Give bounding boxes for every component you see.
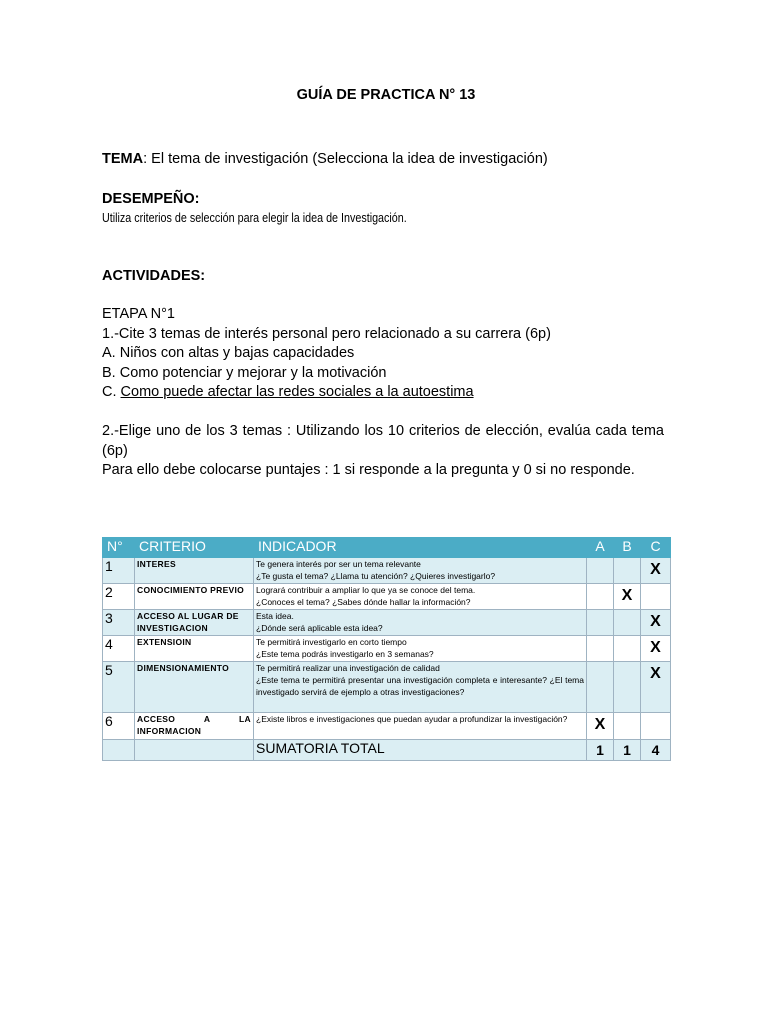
question-1: 1.-Cite 3 temas de interés personal pero relacionado a su carrera (6p) — [102, 325, 551, 342]
row-criterio: EXTENSIOIN — [135, 636, 254, 662]
row-criterio: DIMENSIONAMIENTO — [135, 662, 254, 713]
etapa-title: ETAPA N°1 — [102, 306, 175, 322]
row-criterio: INTERES — [135, 558, 254, 584]
tema-line — [102, 151, 548, 167]
table-row — [103, 584, 671, 610]
row-mark-a — [587, 584, 614, 610]
total-label: SUMATORIA TOTAL — [254, 740, 587, 761]
total-c: 4 — [641, 740, 671, 761]
header-a: A — [587, 538, 614, 558]
actividades-heading: ACTIVIDADES: — [102, 268, 206, 284]
table-row — [103, 610, 671, 636]
row-mark-b — [614, 636, 641, 662]
row-num: 1 — [103, 558, 135, 584]
table-header-row — [103, 538, 671, 558]
desempeno-text: Utiliza criterios de selección para elegir la idea de Investigación. — [102, 211, 407, 225]
table-total-row — [103, 740, 671, 761]
option-c — [102, 383, 551, 403]
header-b: B — [614, 538, 641, 558]
option-c-text: Como puede afectar las redes sociales a la autoestima — [120, 384, 474, 400]
question-2-block — [102, 422, 664, 481]
row-mark-a: X — [587, 713, 614, 740]
table-row — [103, 713, 671, 740]
row-mark-c — [641, 584, 671, 610]
tema-label: TEMA — [102, 151, 144, 167]
row-indicador: Esta idea. ¿Dónde será aplicable esta idea? — [254, 610, 587, 636]
table-row — [103, 662, 671, 713]
row-mark-b: X — [614, 584, 641, 610]
option-c-prefix: C. — [102, 384, 121, 400]
total-num-cell — [103, 740, 135, 761]
question-2-note: Para ello debe colocarse puntajes : 1 si responde a la pregunta y 0 si no responde. — [102, 462, 635, 478]
table-row — [103, 558, 671, 584]
row-mark-a — [587, 610, 614, 636]
row-num: 3 — [103, 610, 135, 636]
header-num: N° — [103, 538, 135, 558]
tema-text: : El tema de investigación (Selecciona la idea de investigación) — [143, 151, 548, 167]
row-mark-a — [587, 558, 614, 584]
row-mark-b — [614, 610, 641, 636]
row-num: 4 — [103, 636, 135, 662]
row-mark-b — [614, 662, 641, 713]
row-mark-c: X — [641, 662, 671, 713]
row-indicador: ¿Existe libros e investigaciones que puedan ayudar a profundizar la investigación? — [254, 713, 587, 740]
row-indicador: Te permitirá investigarlo en corto tiempo ¿Este tema podrás investigarlo en 3 semanas? — [254, 636, 587, 662]
header-criterio: CRITERIO — [135, 538, 254, 558]
row-criterio: ACCESO A LA INFORMACION — [135, 713, 254, 740]
row-indicador: Logrará contribuir a ampliar lo que ya se conoce del tema. ¿Conoces el tema? ¿Sabes dónde hallar la información? — [254, 584, 587, 610]
total-b: 1 — [614, 740, 641, 761]
row-mark-c — [641, 713, 671, 740]
row-mark-b — [614, 558, 641, 584]
option-b: B. Como potenciar y mejorar y la motivación — [102, 364, 387, 381]
header-indicador: INDICADOR — [254, 538, 587, 558]
row-mark-a — [587, 662, 614, 713]
etapa-block — [102, 305, 551, 403]
row-mark-c: X — [641, 558, 671, 584]
row-mark-c: X — [641, 610, 671, 636]
row-indicador: Te permitirá realizar una investigación de calidad ¿Este tema te permitirá presentar una investigación completa e interesante? ¿El tema investigado servirá de ejemplo a otras investigaciones? — [254, 662, 587, 713]
row-criterio: CONOCIMIENTO PREVIO — [135, 584, 254, 610]
row-indicador: Te genera interés por ser un tema relevante ¿Te gusta el tema? ¿Llama tu atención? ¿Quieres investigarlo? — [254, 558, 587, 584]
header-c: C — [641, 538, 671, 558]
row-num: 6 — [103, 713, 135, 740]
row-mark-c: X — [641, 636, 671, 662]
total-a: 1 — [587, 740, 614, 761]
desempeno-heading: DESEMPEÑO: — [102, 191, 200, 207]
row-num: 5 — [103, 662, 135, 713]
row-mark-a — [587, 636, 614, 662]
criteria-table — [102, 537, 671, 761]
row-mark-b — [614, 713, 641, 740]
question-2: 2.-Elige uno de los 3 temas : Utilizando los 10 criterios de elección, evalúa cada tema (6p) — [102, 423, 664, 459]
total-criterio-cell — [135, 740, 254, 761]
option-a: A. Niños con altas y bajas capacidades — [102, 345, 355, 361]
page-title: GUÍA DE PRACTICA N° 13 — [296, 87, 476, 103]
row-num: 2 — [103, 584, 135, 610]
row-criterio: ACCESO AL LUGAR DE INVESTIGACION — [135, 610, 254, 636]
table-row — [103, 636, 671, 662]
